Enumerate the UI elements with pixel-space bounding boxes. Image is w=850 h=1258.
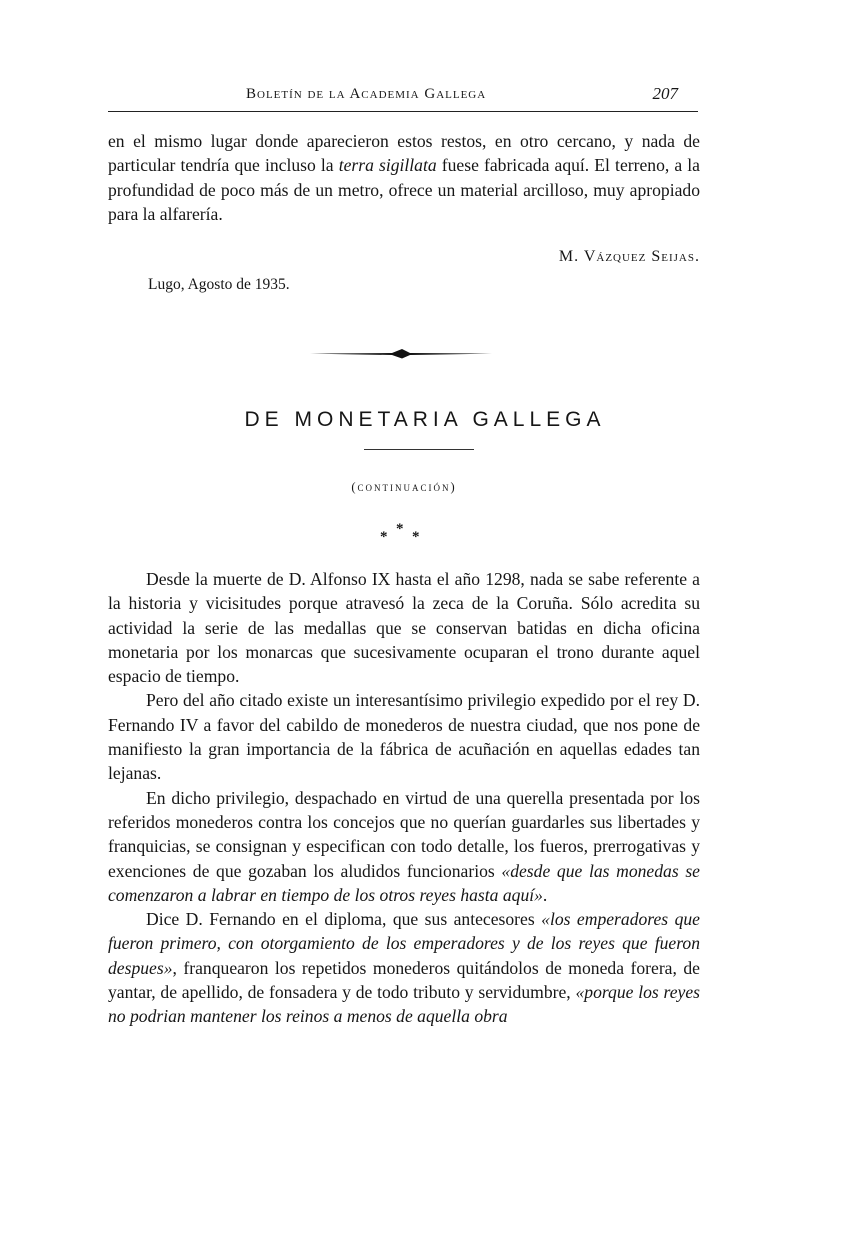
section-title: DE MONETARIA GALLEGA <box>244 408 606 431</box>
header-rule <box>108 111 698 112</box>
continuation-italic: terra sigillata <box>338 155 437 176</box>
author-signature: M. Vázquez Seijas. <box>558 248 700 265</box>
paragraph-3-quote: «desde que las monedas se comenzaron a labrar en tiempo de los otros reyes hasta aquí» <box>108 860 700 905</box>
asterism-star-right: * <box>412 529 420 545</box>
continuation-text-a: en el mismo lugar donde aparecieron estos restos, en otro cercano, y nada de particular tendría que incluso la <box>108 131 700 176</box>
article-body <box>108 567 700 1029</box>
paragraph-1: Desde la muerte de D. Alfonso IX hasta el año 1298, nada se sabe referente a la historia y vicisitudes porque atravesó la zeca de la Coruña. Sólo acredita su actividad la serie de las medallas que se conservan batidas en dicha oficina monetaria por los monarcas que sucesivamente ocuparan el trono durante aquel espacio de tiempo. <box>108 569 700 687</box>
paragraph-3 <box>108 786 700 907</box>
asterism-star-left: * <box>380 529 388 545</box>
journal-title: Boletín de la Academia Gallega <box>246 86 487 102</box>
running-header <box>108 84 700 110</box>
title-rule <box>364 449 474 450</box>
paragraph-4 <box>108 907 700 1028</box>
asterism-star-top: * <box>396 521 404 537</box>
continuation-paragraph <box>108 129 700 226</box>
continuation-text-b: fuese fabricada aquí. El terreno, a la profundidad de poco más de un metro, ofrece un material arcilloso, muy apropiado para la alfarería. <box>108 155 700 224</box>
asterism <box>378 521 428 545</box>
paragraph-4-text-a: Dice D. Fernando en el diploma, que sus antecesores <box>146 909 542 930</box>
section-subtitle: (continuación) <box>351 480 457 494</box>
page-number: 207 <box>652 84 678 103</box>
paragraph-3-text: En dicho privilegio, despachado en virtud de una querella presentada por los referidos monederos contra los concejos que no querían guardarles sus libertades y franquicias, se consignan y especifican con todo detalle, los fueros, prerrogativas y exenciones de que gozaban los aludidos funcionarios <box>108 787 700 881</box>
dateline: Lugo, Agosto de 1935. <box>148 276 290 293</box>
ornament-divider <box>310 346 492 362</box>
continuation-block <box>108 129 700 226</box>
paragraph-4-quote-1: «los emperadores que fueron primero, con otorgamiento de los emperadores y de los reyes que fueron despues» <box>108 909 700 978</box>
paragraph-3-end: . <box>542 884 548 905</box>
paragraph-4-quote-2: «porque los reyes no podrian mantener los reinos a menos de aquella obra <box>108 982 700 1027</box>
paragraph-4-text-b: , franquearon los repetidos monederos quitándolos de moneda forera, de yantar, de apellido, de fonsadera y de todo tributo y servidumbre, <box>108 957 700 1003</box>
paragraph-2: Pero del año citado existe un interesantísimo privilegio expedido por el rey D. Fernando IV a favor del cabildo de monederos de nuestra ciudad, que nos pone de manifiesto la gran importancia de la fábrica de acuñación en aquellas edades tan lejanas. <box>108 690 700 784</box>
